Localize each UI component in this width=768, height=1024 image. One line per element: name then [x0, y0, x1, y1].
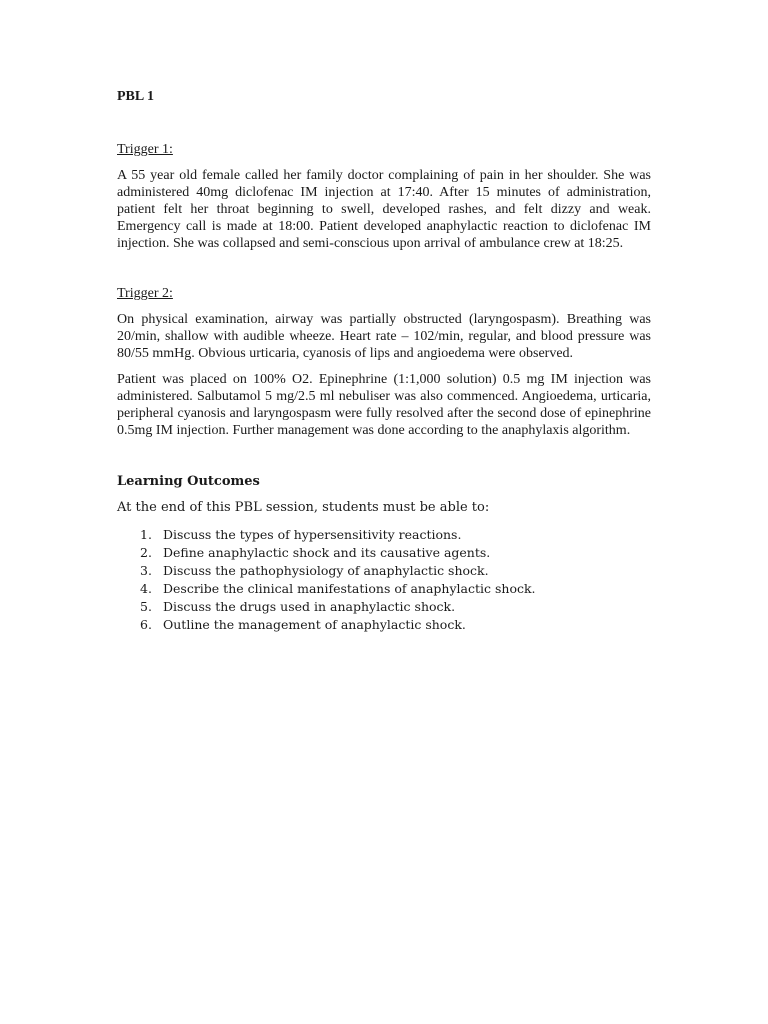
list-item-text: Define anaphylactic shock and its causative agents.	[163, 545, 491, 560]
learning-outcomes-list	[117, 526, 651, 634]
list-item-text: Describe the clinical manifestations of anaphylactic shock.	[163, 581, 536, 596]
list-item	[117, 598, 651, 616]
list-item-number: 1.	[140, 527, 152, 542]
list-item	[117, 616, 651, 634]
trigger-2-section	[117, 285, 651, 439]
list-item-text: Outline the management of anaphylactic shock.	[163, 617, 466, 632]
list-item-number: 6.	[140, 617, 152, 632]
trigger-2-heading: Trigger 2:	[117, 286, 173, 301]
trigger-1-section	[117, 141, 651, 252]
list-item-number: 2.	[140, 545, 152, 560]
learning-outcomes-intro: At the end of this PBL session, students must be able to:	[117, 500, 490, 515]
learning-outcomes-section	[117, 473, 651, 634]
list-item-text: Discuss the pathophysiology of anaphylactic shock.	[163, 563, 489, 578]
list-item	[117, 544, 651, 562]
list-item-text: Discuss the types of hypersensitivity reactions.	[163, 527, 462, 542]
list-item-number: 4.	[140, 581, 152, 596]
trigger-2-paragraph-management: Patient was placed on 100% O2. Epinephrine (1:1,000 solution) 0.5 mg IM injection was administered. Salbutamol 5 mg/2.5 ml nebuliser was also commenced. Angioedema, urticaria, peripheral cyanosis and laryngospasm were fully resolved after the second dose of epinephrine 0.5mg IM injection. Further management was done according to the anaphylaxis algorithm.	[117, 372, 651, 438]
list-item-text: Discuss the drugs used in anaphylactic shock.	[163, 599, 456, 614]
document-page	[117, 88, 651, 634]
list-item	[117, 580, 651, 598]
trigger-1-paragraph: A 55 year old female called her family doctor complaining of pain in her shoulder. She was administered 40mg diclofenac IM injection at 17:40. After 15 minutes of administration, patient felt her throat beginning to swell, developed rashes, and felt dizzy and weak. Emergency call is made at 18:00. Patient developed anaphylactic reaction to diclofenac IM injection. She was collapsed and semi-conscious upon arrival of ambulance crew at 18:25.	[117, 168, 651, 251]
list-item-number: 3.	[140, 563, 152, 578]
list-item-number: 5.	[140, 599, 152, 614]
list-item	[117, 562, 651, 580]
trigger-1-heading: Trigger 1:	[117, 142, 173, 157]
document-title: PBL 1	[117, 89, 154, 104]
list-item	[117, 526, 651, 544]
learning-outcomes-heading: Learning Outcomes	[117, 474, 260, 489]
trigger-2-paragraph-examination: On physical examination, airway was partially obstructed (laryngospasm). Breathing was 20/min, shallow with audible wheeze. Heart rate – 102/min, regular, and blood pressure was 80/55 mmHg. Obvious urticaria, cyanosis of lips and angioedema were observed.	[117, 312, 651, 361]
